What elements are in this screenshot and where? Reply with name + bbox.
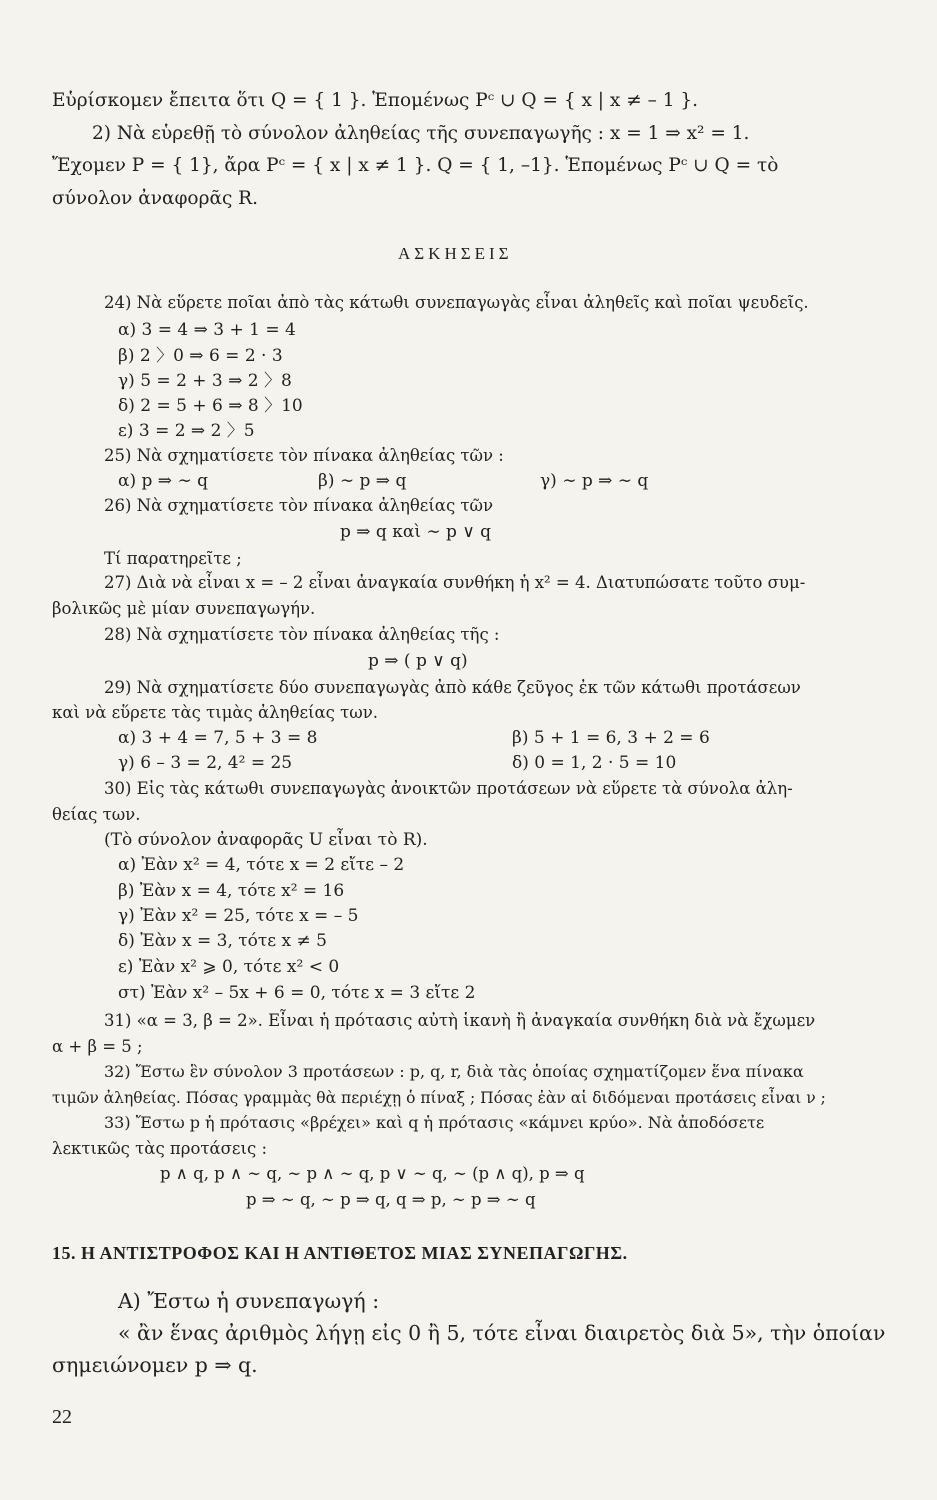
ex27-line-2: βολικῶς μὲ μίαν συνεπαγωγήν. bbox=[52, 599, 316, 618]
ex24-stem: 24) Νὰ εὕρετε ποῖαι ἀπὸ τὰς κάτωθι συνεπαγωγὰς εἶναι ἀληθεῖς καὶ ποῖαι ψευδεῖς. bbox=[104, 293, 809, 312]
ex24-item-c: γ) 5 = 2 + 3 ⇒ 2 〉8 bbox=[118, 371, 292, 391]
ex29-d: δ) 0 = 1, 2 · 5 = 10 bbox=[512, 753, 677, 773]
ex30-item-d: δ) Ἐὰν x = 3, τότε x ≠ 5 bbox=[118, 931, 327, 951]
intro-line-1: Εὑρίσκομεν ἔπειτα ὅτι Q = { 1 }. Ἑπομένως Pᶜ ∪ Q = { x | x ≠ – 1 }. bbox=[52, 90, 699, 111]
intro-line-3: Ἔχομεν P = { 1}, ἄρα Pᶜ = { x | x ≠ 1 }. Q = { 1, –1}. Ἑπομένως Pᶜ ∪ Q = τὸ bbox=[52, 155, 779, 176]
section-a-label: Α) Ἔστω ἡ συνεπαγωγή : bbox=[118, 1289, 380, 1313]
ex26-question: Τί παρατηρεῖτε ; bbox=[104, 549, 242, 568]
intro-line-4: σύνολον ἀναφορᾶς R. bbox=[52, 188, 258, 209]
ex25-a: α) p ⇒ ∼ q bbox=[118, 471, 208, 491]
ex29-line-1: 29) Νὰ σχηματίσετε δύο συνεπαγωγὰς ἀπὸ κάθε ζεῦγος ἐκ τῶν κάτωθι προτάσεων bbox=[104, 678, 801, 697]
ex25-stem: 25) Νὰ σχηματίσετε τὸν πίνακα ἀληθείας τῶν : bbox=[104, 446, 504, 465]
ex33-line-2: λεκτικῶς τὰς προτάσεις : bbox=[52, 1139, 267, 1158]
ex31-line-2: α + β = 5 ; bbox=[52, 1037, 143, 1056]
section-tail: σημειώνομεν p ⇒ q. bbox=[52, 1353, 258, 1377]
ex29-b: β) 5 + 1 = 6, 3 + 2 = 6 bbox=[512, 728, 710, 748]
ex33-row-1: p ∧ q, p ∧ ∼ q, ∼ p ∧ ∼ q, p ∨ ∼ q, ∼ (p ∧ q), p ⇒ q bbox=[160, 1164, 585, 1183]
ex28-stem: 28) Νὰ σχηματίσετε τὸν πίνακα ἀληθείας τῆς : bbox=[104, 625, 500, 644]
ex30-note: (Τὸ σύνολον ἀναφορᾶς U εἶναι τὸ R). bbox=[104, 830, 428, 850]
ex30-item-e: ε) Ἐὰν x² ⩾ 0, τότε x² < 0 bbox=[118, 957, 340, 977]
intro-line-2: 2) Νὰ εὑρεθῇ τὸ σύνολον ἀληθείας τῆς συνεπαγωγῆς : x = 1 ⇒ x² = 1. bbox=[92, 123, 750, 144]
ex27-line-1: 27) Διὰ νὰ εἶναι x = – 2 εἶναι ἀναγκαία συνθήκη ἡ x² = 4. Διατυπώσατε τοῦτο συμ- bbox=[104, 573, 806, 592]
ex25-b: β) ∼ p ⇒ q bbox=[318, 471, 407, 491]
ex24-item-a: α) 3 = 4 ⇒ 3 + 1 = 4 bbox=[118, 320, 296, 340]
ex28-formula: p ⇒ ( p ∨ q) bbox=[368, 651, 468, 671]
ex26-formula: p ⇒ q καὶ ∼ p ∨ q bbox=[340, 522, 492, 542]
ex26-stem: 26) Νὰ σχηματίσετε τὸν πίνακα ἀληθείας τῶν bbox=[104, 496, 494, 515]
ex31-line-1: 31) «α = 3, β = 2». Εἶναι ἡ πρότασις αὐτὴ ἱκανὴ ἢ ἀναγκαία συνθήκη διὰ νὰ ἔχωμεν bbox=[104, 1011, 816, 1030]
ex24-item-d: δ) 2 = 5 + 6 ⇒ 8 〉10 bbox=[118, 396, 303, 416]
ex30-item-a: α) Ἐὰν x² = 4, τότε x = 2 εἴτε – 2 bbox=[118, 855, 405, 875]
ex30-line-1: 30) Εἰς τὰς κάτωθι συνεπαγωγὰς ἀνοικτῶν προτάσεων νὰ εὕρετε τὰ σύνολα ἀλη- bbox=[104, 779, 793, 798]
ex33-row-2: p ⇒ ∼ q, ∼ p ⇒ q, q ⇒ p, ∼ p ⇒ ∼ q bbox=[246, 1190, 536, 1209]
ex32-line-1: 32) Ἔστω ἓν σύνολον 3 προτάσεων : p, q, r, διὰ τὰς ὁποίας σχηματίζομεν ἕνα πίνακα bbox=[104, 1062, 804, 1081]
page-number: 22 bbox=[52, 1406, 72, 1428]
ex25-c: γ) ∼ p ⇒ ∼ q bbox=[540, 471, 649, 491]
section-quote: « ἂν ἕνας ἀριθμὸς λήγῃ εἰς 0 ἢ 5, τότε εἶναι διαιρετὸς διὰ 5», τὴν ὁποίαν bbox=[118, 1321, 886, 1345]
ex30-item-b: β) Ἐὰν x = 4, τότε x² = 16 bbox=[118, 881, 345, 901]
ex29-line-2: καὶ νὰ εὕρετε τὰς τιμὰς ἀληθείας των. bbox=[52, 703, 378, 722]
ex24-item-e: ε) 3 = 2 ⇒ 2 〉5 bbox=[118, 421, 255, 441]
ex29-c: γ) 6 – 3 = 2, 4² = 25 bbox=[118, 753, 293, 773]
ex32-line-2: τιμῶν ἀληθείας. Πόσας γραμμὰς θὰ περιέχῃ ὁ πίναξ ; Πόσας ἐὰν αἱ διδόμεναι προτάσεις εἶναι ν ; bbox=[52, 1089, 826, 1107]
ex24-item-b: β) 2 〉0 ⇒ 6 = 2 · 3 bbox=[118, 346, 283, 366]
exercises-title: ΑΣΚΗΣΕΙΣ bbox=[398, 244, 513, 263]
ex33-line-1: 33) Ἔστω p ἡ πρότασις «βρέχει» καὶ q ἡ πρότασις «κάμνει κρύο». Νὰ ἀποδόσετε bbox=[104, 1113, 765, 1132]
ex29-a: α) 3 + 4 = 7, 5 + 3 = 8 bbox=[118, 728, 318, 748]
ex30-item-f: στ) Ἐὰν x² – 5x + 6 = 0, τότε x = 3 εἴτε 2 bbox=[118, 983, 476, 1003]
ex30-item-c: γ) Ἐὰν x² = 25, τότε x = – 5 bbox=[118, 906, 359, 926]
section-heading: 15. Η ΑΝΤΙΣΤΡΟΦΟΣ ΚΑΙ Η ΑΝΤΙΘΕΤΟΣ ΜΙΑΣ ΣΥΝΕΠΑΓΩΓΗΣ. bbox=[52, 1243, 628, 1263]
ex30-line-2: θείας των. bbox=[52, 805, 141, 824]
